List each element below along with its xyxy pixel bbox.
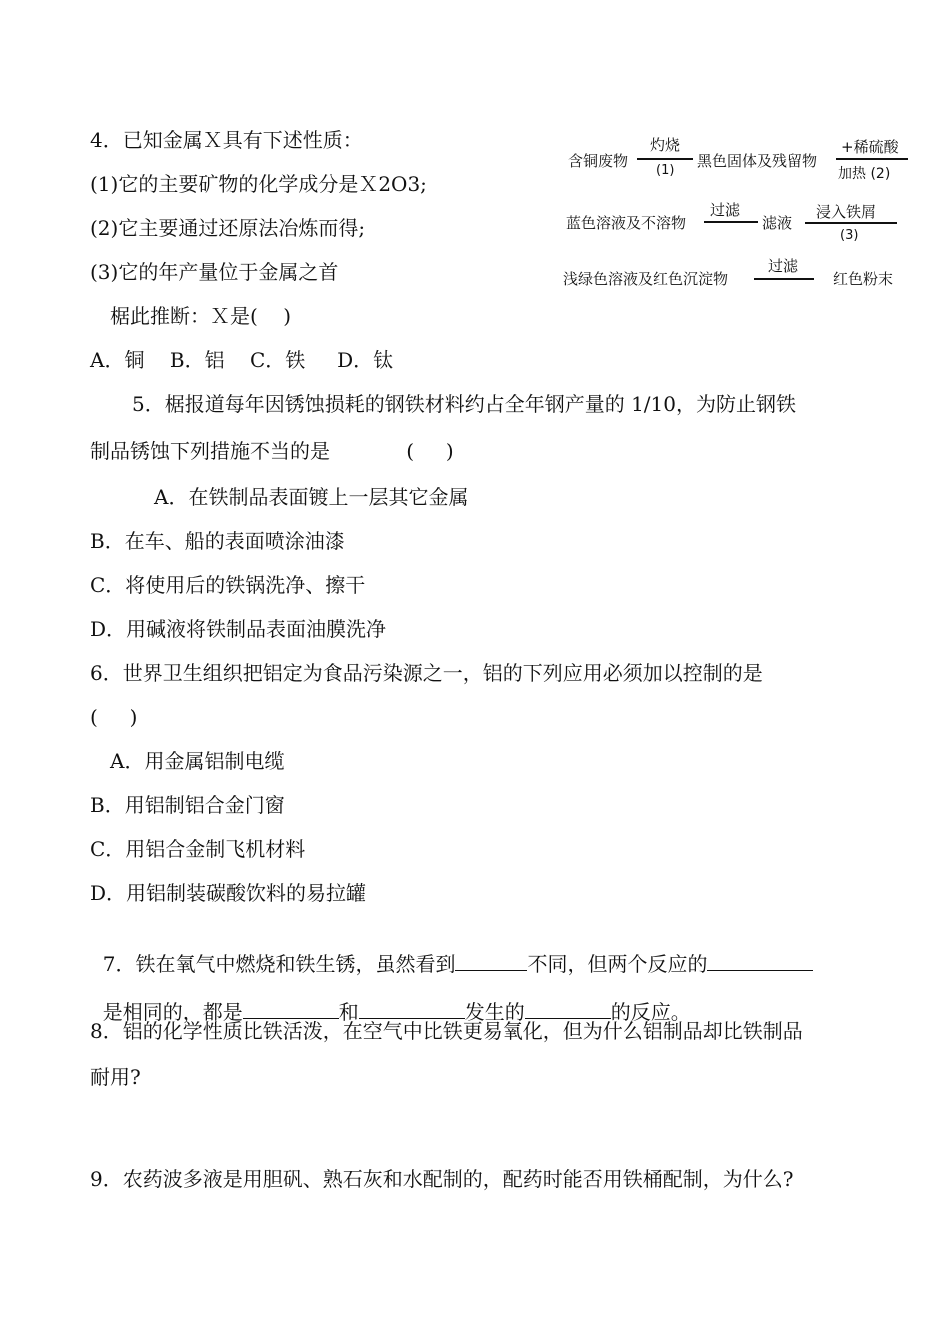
flow-r1-arrow1-label: 灼烧 [650,136,681,154]
flow-r2-arrow2-label: 浸入铁屑 [816,203,877,221]
q6-option-d: D．用铝制装碳酸饮料的易拉罐 [90,881,367,905]
q7-text-6: 的反应。 [610,1000,691,1024]
q4-property-1: (1)它的主要矿物的化学成分是Ｘ2O3; [90,172,427,196]
q5-stem-line1: 5．椐报道每年因锈蚀损耗的钢铁材料约占全年钢产量的 1/10，为防止钢铁 [132,392,796,416]
flow-r2-arrow2-step: (3) [840,228,859,243]
q4-property-3: (3)它的年产量位于金属之首 [90,260,339,284]
flow-r3-arrow1-label: 过滤 [768,257,799,275]
q6-option-c: C．用铝合金制飞机材料 [90,837,306,861]
flow-r1-arrow2-label: +稀硫酸 [841,138,899,156]
q9-line1: 9．农药波多液是用胆矾、熟石灰和水配制的，配药时能否用铁桶配制，为什么? [90,1167,794,1191]
flow-r1-arrow2-line [836,158,908,160]
flow-r2-arrow1-line [704,221,758,223]
q6-option-b: B．用铝制铝合金门窗 [90,793,285,817]
flow-r2-arrow2-line [805,222,897,224]
flow-r2-mid: 滤液 [762,214,793,232]
q5-option-c: C．将使用后的铁锅洗净、擦干 [90,573,366,597]
flow-r3-start: 浅绿色溶液及红色沉淀物 [563,270,729,288]
flow-r1-arrow1-step: (1) [656,163,675,178]
flow-r1-arrow1-line [637,158,693,160]
flow-r3-end: 红色粉末 [833,270,894,288]
q7-text-3: 是相同的，都是 [102,1000,243,1024]
q6-option-a: A．用金属铝制电缆 [110,749,285,773]
flow-r1-arrow2-step: 加热 (2) [838,166,891,182]
q5-option-b: B．在车、船的表面喷涂油漆 [90,529,345,553]
q7-blank-5[interactable] [525,998,611,1019]
q7-text-2: 不同，但两个反应的 [527,952,708,976]
q7-line1 [90,924,813,977]
q7-text-4: 和 [338,1000,359,1024]
q6-stem-line2: ( ) [90,705,138,729]
flow-r2-start: 蓝色溶液及不溶物 [566,214,687,232]
flow-r2-arrow1-label: 过滤 [710,201,741,219]
q4-options: A．铜 B．铝 C．铁 D．钛 [90,348,394,372]
q5-option-a: A．在铁制品表面镀上一层其它金属 [154,485,469,509]
q4-stem: 4．已知金属Ｘ具有下述性质： [90,128,363,152]
q4-question: 椐此推断：Ｘ是( ) [110,304,292,328]
q7-text-1: 7．铁在氧气中燃烧和铁生锈，虽然看到 [102,952,456,976]
q7-blank-2[interactable] [707,950,813,971]
q8-line1: 8．铝的化学性质比铁活泼，在空气中比铁更易氧化，但为什么铝制品却比铁制品 [90,1019,803,1043]
q7-blank-1[interactable] [455,950,527,971]
q7-text-5: 发生的 [464,1000,525,1024]
q5-stem-line2: 制品锈蚀下列措施不当的是 ( ) [90,439,454,463]
q5-option-d: D．用碱液将铁制品表面油膜洗净 [90,617,387,641]
q6-stem-line1: 6．世界卫生组织把铝定为食品污染源之一，铝的下列应用必须加以控制的是 [90,661,763,685]
flow-r3-arrow1-line [754,278,814,280]
q4-property-2: (2)它主要通过还原法冶炼而得; [90,216,366,240]
q7-blank-3[interactable] [243,998,339,1019]
q7-blank-4[interactable] [359,998,465,1019]
flow-r1-mid: 黑色固体及残留物 [697,152,818,170]
flow-r1-start: 含铜废物 [568,152,629,170]
q8-line2: 耐用? [90,1065,141,1089]
